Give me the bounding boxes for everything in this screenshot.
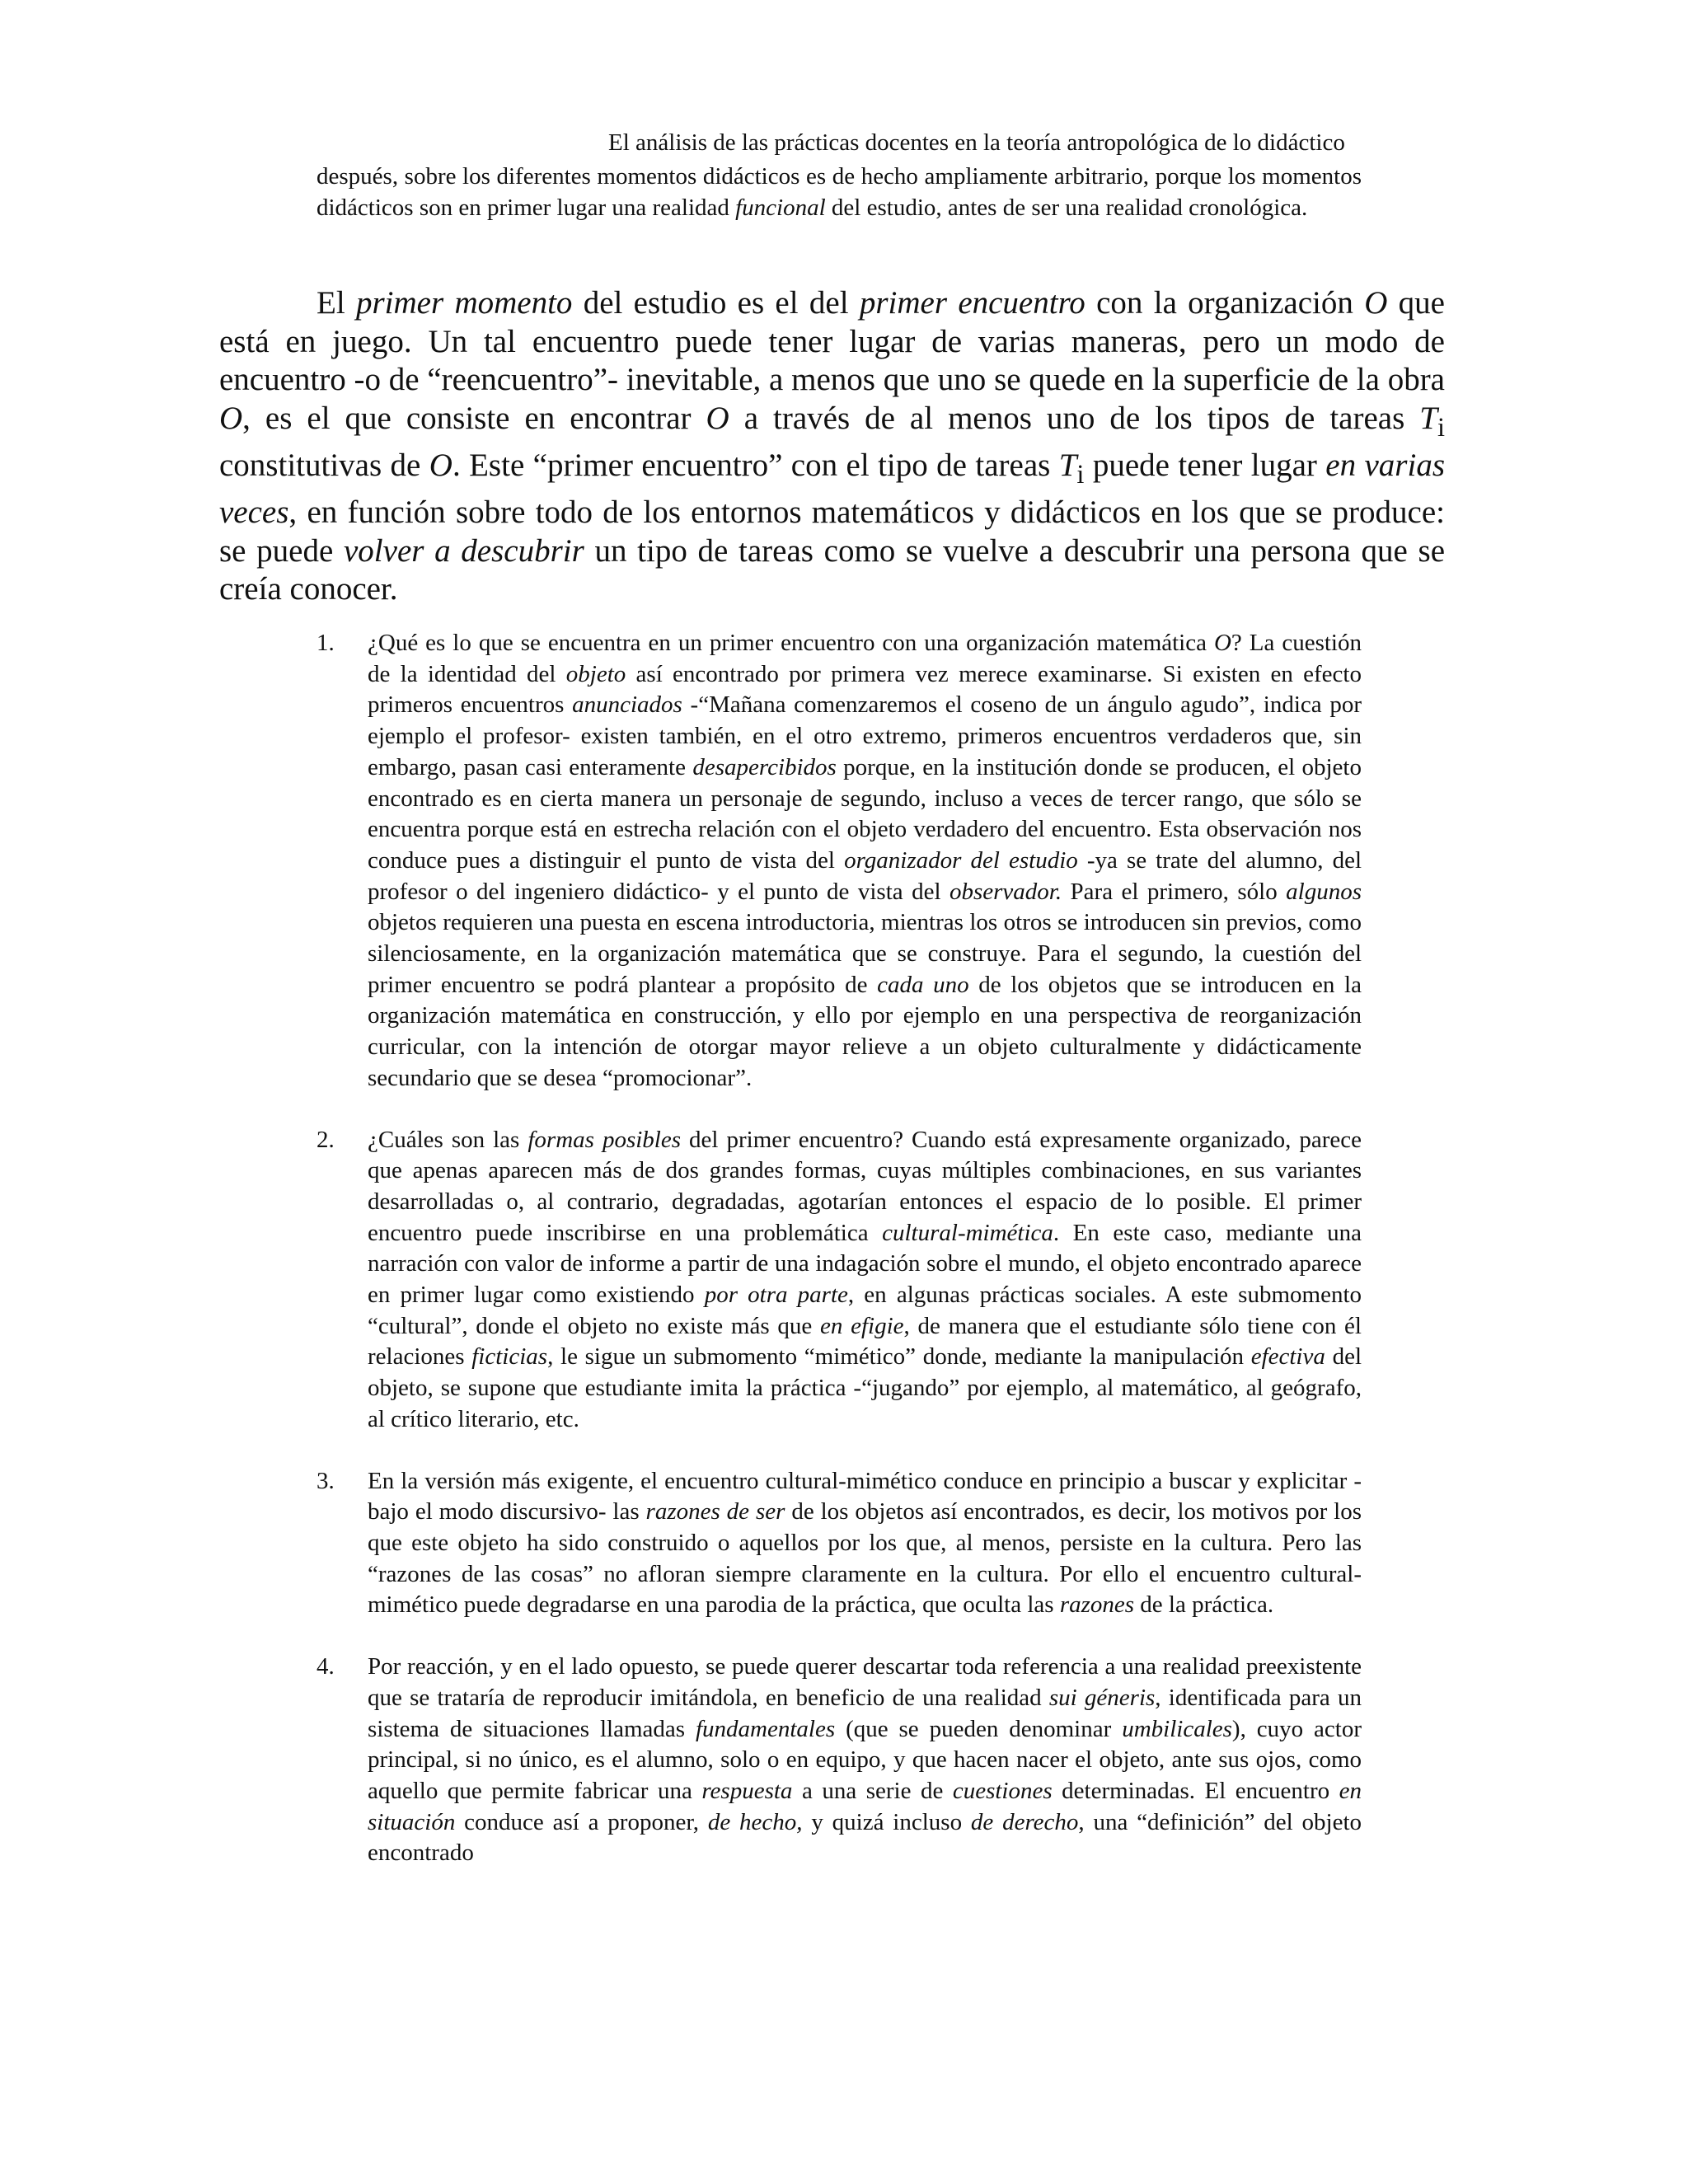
emphasis: de derecho	[970, 1808, 1079, 1835]
text-run: . En este caso, mediante una narración con valor de informe a partir de una indagación sobre el mundo, el objeto encontrado aparece en primer lugar como existiendo	[368, 1219, 1362, 1309]
list-number: 1.	[316, 630, 335, 656]
emphasis: sui géneris	[1048, 1684, 1156, 1711]
list-number: 4.	[316, 1653, 335, 1680]
list-item	[316, 1652, 1362, 1869]
text-run: . Este “primer encuentro” con el tipo de tareas	[452, 447, 1059, 483]
text-run: del estudio, antes de ser una realidad cronológica.	[825, 194, 1308, 221]
emphasis: razones	[1059, 1591, 1135, 1619]
emphasis: O	[219, 400, 243, 436]
text-run: de los objetos que se introducen en la organización matemática en construcción, y ello por ejemplo en una perspectiva de reorganización curricular, con la intención de otorgar mayor relieve a un objeto culturalmente y didácticamente secundario que se desea “promocionar”.	[368, 971, 1362, 1091]
emphasis: cuestiones	[952, 1777, 1053, 1804]
text-run: , de manera que el estudiante sólo tiene con él relaciones	[368, 1312, 1362, 1371]
list-item	[316, 1125, 1362, 1436]
emphasis: T	[1058, 447, 1077, 483]
text-run: del estudio es el del	[572, 285, 860, 321]
text-run: del objeto, se supone que estudiante imita la práctica -“jugando” por ejemplo, al matemático, al geógrafo, al crítico literario, etc.	[368, 1343, 1362, 1432]
emphasis: fundamentales	[695, 1715, 836, 1742]
intro-paragraph	[316, 161, 1362, 223]
emphasis: anunciados	[572, 691, 682, 719]
emphasis: efectiva	[1250, 1343, 1325, 1371]
text-run: En la versión más exigente, el encuentro cultural-mimético conduce en principio a buscar y explicitar -bajo el modo discursivo- las	[368, 1467, 1362, 1526]
text-run: puede tener lugar	[1084, 447, 1326, 483]
list-item	[316, 1466, 1362, 1622]
text-run: objetos requieren una puesta en escena introductoria, mientras los otros se introducen sin previos, como silenciosamente, en la organización matemática que se construye. Para el segundo, la cuestión del primer encuentro se podrá plantear a propósito de	[368, 909, 1362, 998]
text-run: -ya se trate del alumno, del profesor o del ingeniero didáctico- y el punto de vista del	[368, 846, 1362, 905]
text-run: Por reacción, y en el lado opuesto, se puede querer descartar toda referencia a una realidad preexistente que se trataría de reproducir imitándola, en beneficio de una realidad	[368, 1653, 1362, 1711]
text-run: determinadas. El encuentro	[1052, 1777, 1339, 1804]
text-run: con la organización	[1085, 285, 1365, 321]
text-run: , en función sobre todo de los entornos matemáticos y didácticos en los que se produce: se puede	[219, 494, 1445, 569]
emphasis: cada uno	[877, 971, 969, 998]
text-run: conduce así a proponer,	[455, 1808, 708, 1835]
emphasis: objeto	[565, 660, 626, 687]
emphasis: umbilicales	[1122, 1715, 1232, 1742]
text-run: , en algunas prácticas sociales. A este submomento “cultural”, donde el objeto no existe más que	[368, 1282, 1362, 1339]
emphasis: desapercibidos	[692, 753, 837, 780]
running-header: El análisis de las prácticas docentes en la teoría antropológica de lo didáctico	[608, 129, 1345, 156]
emphasis: ficticias	[471, 1343, 548, 1371]
emphasis: de hecho,	[707, 1808, 803, 1835]
text-run: a una serie de	[792, 1777, 953, 1804]
emphasis: organizador del estudio	[844, 846, 1078, 874]
subscript: i	[1076, 459, 1085, 490]
emphasis: O	[1364, 285, 1388, 321]
emphasis: funcional	[735, 194, 826, 221]
text-run: ? La cuestión de la identidad del	[368, 630, 1362, 687]
text-run: (que se pueden denominar	[835, 1715, 1123, 1742]
text-run: un tipo de tareas como se vuelve a descubrir una persona que se creía conocer.	[219, 532, 1446, 607]
text-run: constitutivas de	[219, 447, 429, 483]
list-number: 3.	[316, 1467, 335, 1494]
text-run: ¿Cuáles son las	[368, 1126, 528, 1153]
text-run: -“Mañana comenzaremos el coseno de un ángulo agudo”, indica por ejemplo el profesor- existen también, en el otro extremo, primeros encuentros verdaderos que, sin embargo, pasan casi enteramente	[368, 691, 1362, 780]
emphasis: por otra parte	[704, 1282, 848, 1309]
emphasis: O	[429, 447, 452, 483]
emphasis: en varias veces	[219, 447, 1445, 531]
text-run: , le sigue un submomento “mimético” donde, mediante la manipulación	[547, 1343, 1251, 1371]
emphasis: primer encuentro	[859, 285, 1085, 321]
numbered-list	[316, 628, 1362, 1869]
emphasis: T	[1419, 400, 1437, 436]
text-run: , identificada para un sistema de situaciones llamadas	[368, 1684, 1362, 1742]
text-run: ), cuyo actor principal, si no único, es el alumno, solo o en equipo, y que hacen nacer el objeto, ante sus ojos, como aquello que permite fabricar una	[368, 1715, 1362, 1804]
main-paragraph	[219, 284, 1445, 609]
text-run: ¿Qué es lo que se encuentra en un primer encuentro con una organización matemática	[368, 630, 1214, 656]
list-number: 2.	[316, 1126, 335, 1153]
emphasis: algunos	[1286, 878, 1362, 905]
emphasis: respuesta	[701, 1777, 793, 1804]
text-run: Para el primero, sólo	[1062, 878, 1287, 905]
text-run: de la práctica.	[1134, 1591, 1274, 1619]
text-run: porque, en la institución donde se producen, el objeto encontrado es en cierta manera un personaje de segundo, incluso a veces de tercer rango, que sólo se encuentra porque está en estrecha relación con el objeto verdadero del encuentro. Esta observación nos conduce pues a distinguir el punto de vista del	[368, 753, 1362, 874]
emphasis: volver a descubrir	[343, 532, 584, 569]
list-item	[316, 628, 1362, 1094]
text-run: a través de al menos uno de los tipos de tareas	[729, 400, 1420, 436]
text-run: y quizá incluso	[802, 1808, 971, 1835]
emphasis: primer momento	[355, 285, 573, 321]
emphasis: observador.	[949, 878, 1062, 905]
text-run: después, sobre los diferentes momentos didácticos es de hecho ampliamente arbitrario, porque los momentos didácticos son en primer lugar una realidad	[316, 163, 1362, 221]
text-run: El	[316, 285, 356, 321]
emphasis: en efigie	[819, 1312, 904, 1339]
text-run: , es el que consiste en encontrar	[242, 400, 706, 436]
text-run: que está en juego. Un tal encuentro puede tener lugar de varias maneras, pero un modo de encuentro -o de “reencuentro”- inevitable, a menos que uno se quede en la superficie de la obra	[219, 285, 1445, 397]
emphasis: formas posibles	[528, 1126, 682, 1153]
emphasis: O	[706, 400, 729, 436]
text-run: , una “definición” del objeto encontrado	[368, 1808, 1362, 1867]
text-run: de los objetos así encontrados, es decir, los motivos por los que este objeto ha sido construido o aquellos por los que, al menos, persiste en la cultura. Pero las “razones de las cosas” no afloran siempre claramente en la cultura. Por ello el encuentro cultural-mimético puede degradarse en una parodia de la práctica, que oculta las	[368, 1498, 1362, 1619]
emphasis: O	[1213, 630, 1231, 656]
text-run: así encontrado por primera vez merece examinarse. Si existen en efecto primeros encuentros	[368, 660, 1362, 719]
emphasis: en situación	[368, 1777, 1362, 1835]
text-run: del primer encuentro? Cuando está expresamente organizado, parece que apenas aparecen más de dos grandes formas, cuyas múltiples combinaciones, en sus variantes desarrolladas o, al contrario, degradadas, agotarían entonces el espacio de lo posible. El primer encuentro puede inscribirse en una problemática	[368, 1126, 1362, 1246]
emphasis: razones de ser	[645, 1498, 785, 1526]
subscript: i	[1437, 412, 1445, 443]
emphasis: cultural-mimética	[882, 1219, 1053, 1246]
